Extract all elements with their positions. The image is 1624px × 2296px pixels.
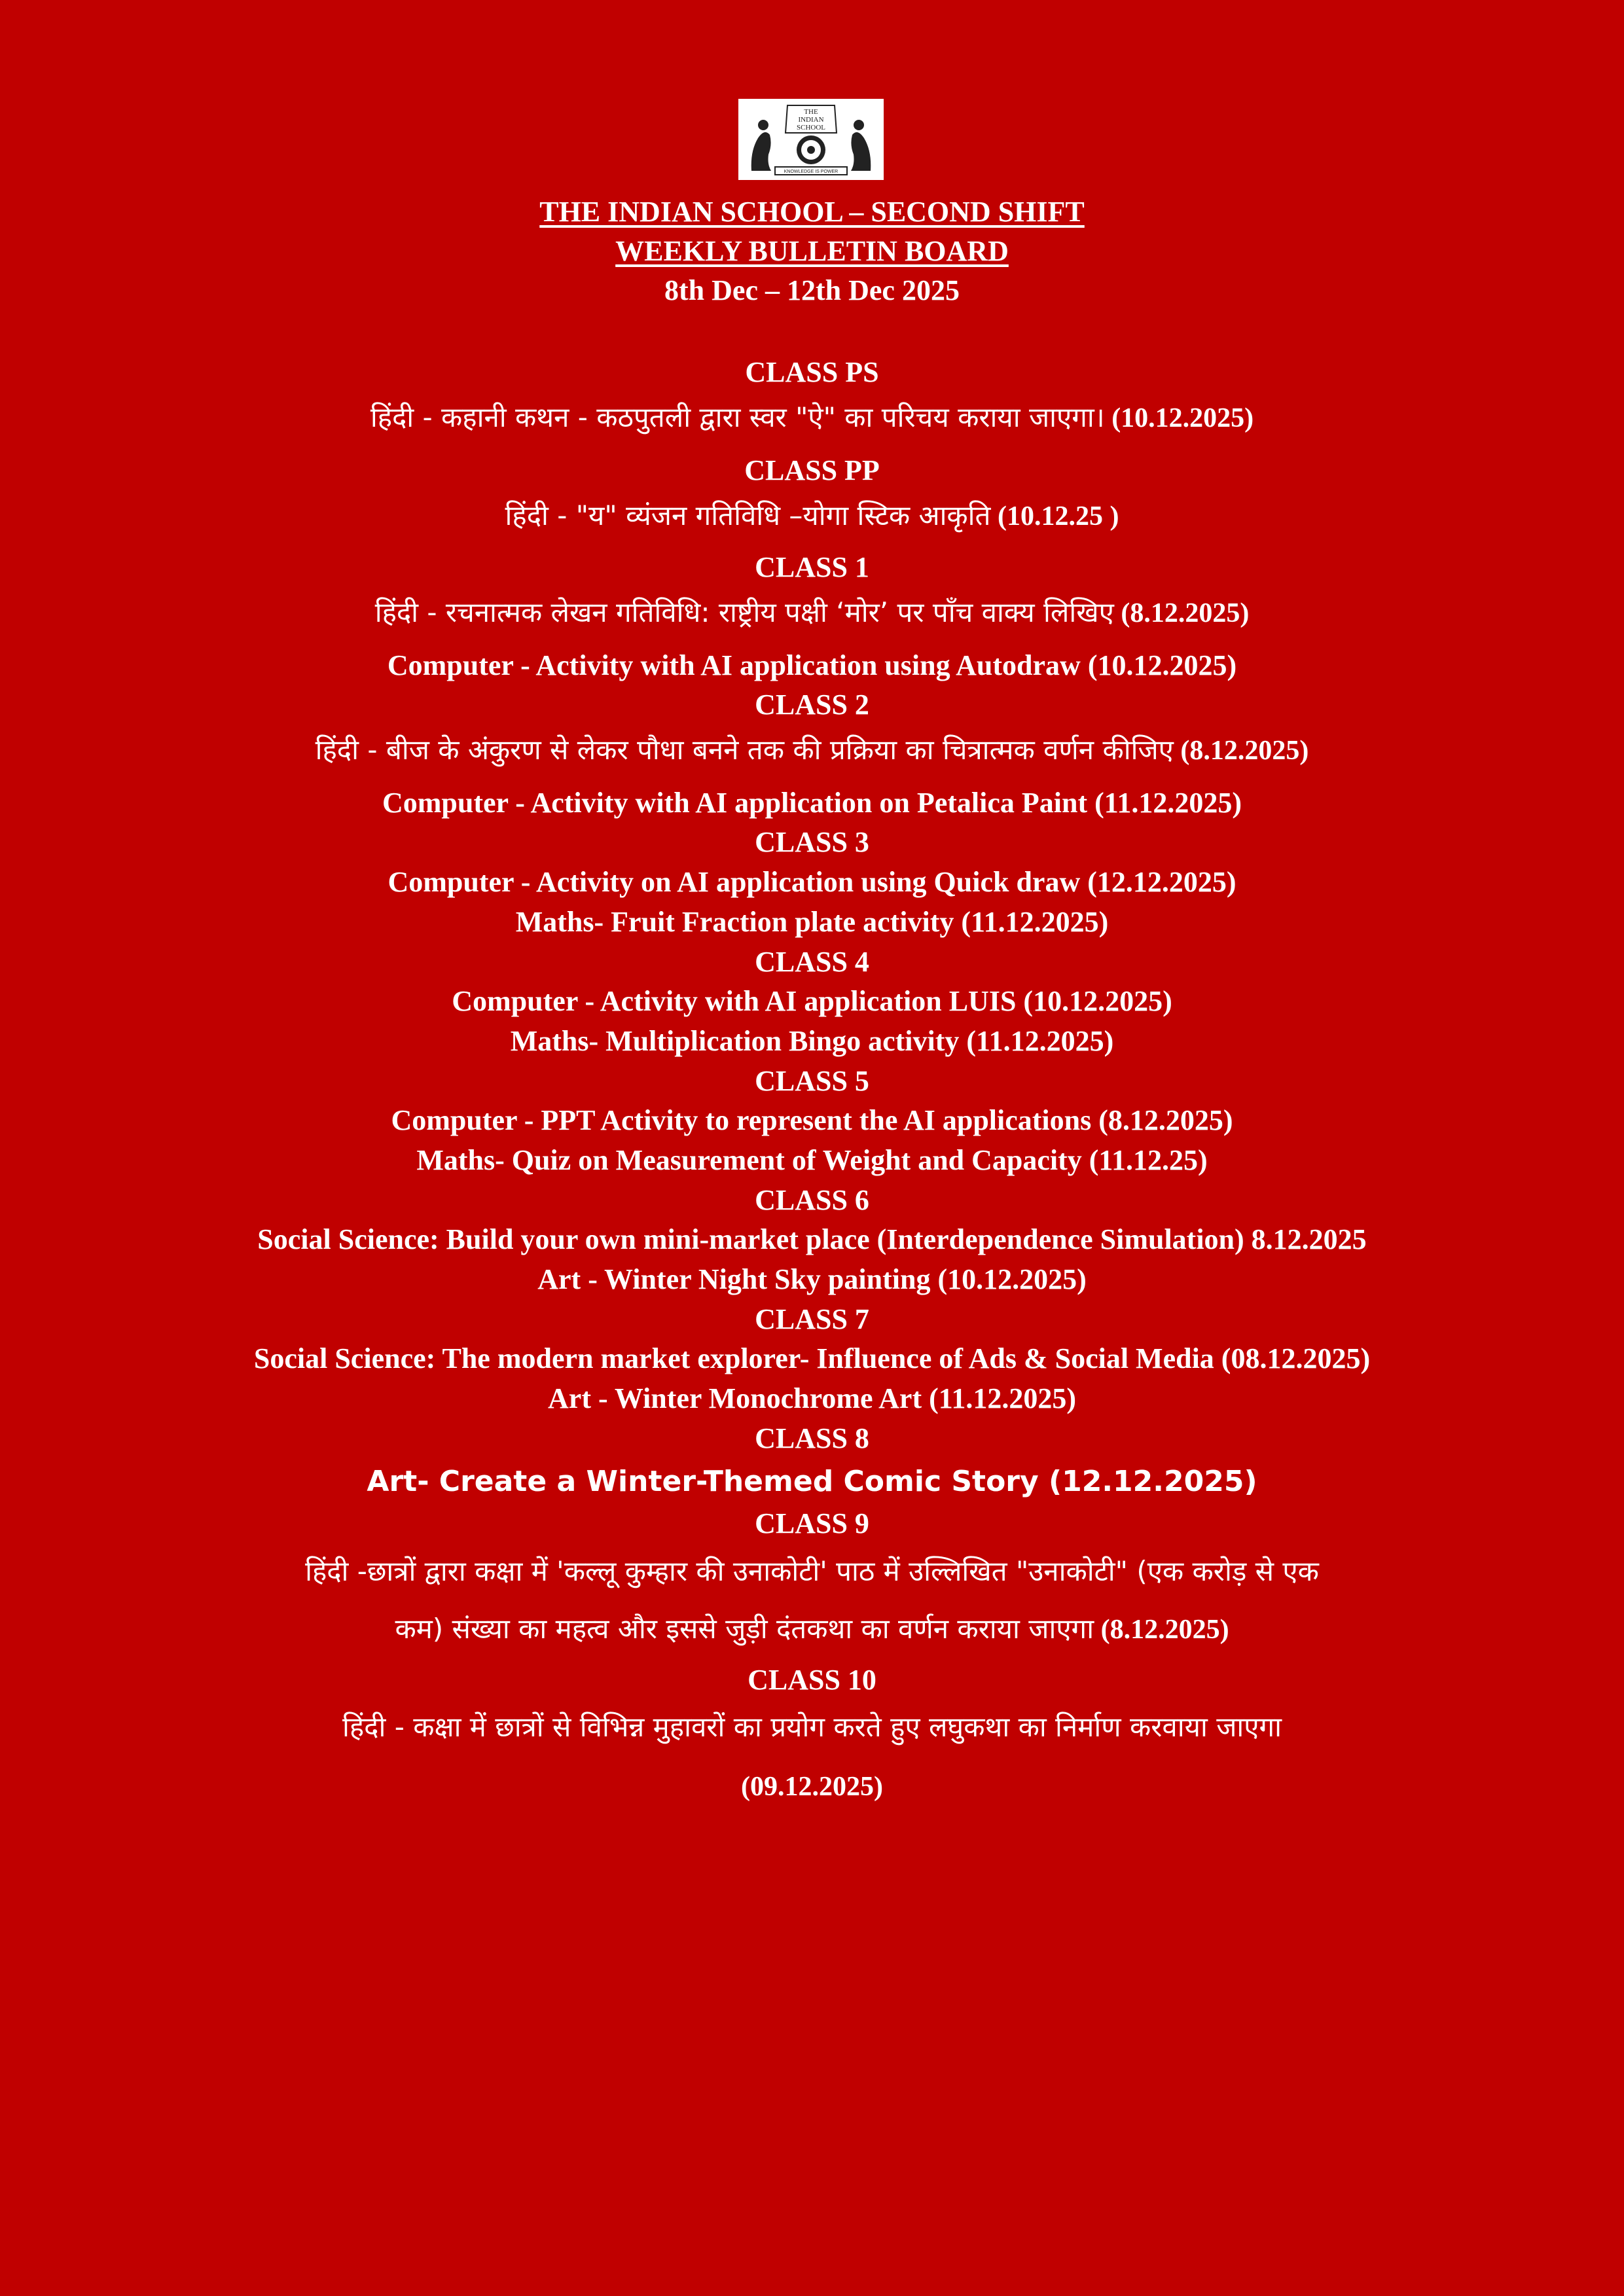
board-title: WEEKLY BULLETIN BOARD <box>615 235 1009 267</box>
item-date: (09.12.2025) <box>741 1772 883 1802</box>
class-heading-6: CLASS 6 <box>755 1184 869 1216</box>
item-ps-hindi <box>0 401 1624 433</box>
item-5-computer: Computer - PPT Activity to represent the AI applications (8.12.2025) <box>391 1104 1233 1136</box>
item-2-computer: Computer - Activity with AI application on Petalica Paint (11.12.2025) <box>382 787 1242 819</box>
school-logo <box>738 99 884 180</box>
class-heading-1: CLASS 1 <box>755 551 869 583</box>
item-date: (8.12.2025) <box>1173 736 1309 766</box>
class-heading-2: CLASS 2 <box>755 689 869 721</box>
date-range: 8th Dec – 12th Dec 2025 <box>664 274 960 306</box>
school-crest-icon <box>738 99 884 180</box>
item-text: कम) संख्या का महत्व और इससे जुड़ी दंतकथा का वर्णन कराया जाएगा <box>395 1613 1094 1645</box>
item-3-maths: Maths- Fruit Fraction plate activity (11.12.2025) <box>515 906 1109 938</box>
class-heading-5: CLASS 5 <box>755 1065 869 1097</box>
class-heading-8: CLASS 8 <box>755 1422 869 1454</box>
item-9-hindi-line-1: हिंदी -छात्रों द्वारा कक्षा में 'कल्लू कुम्हार की उनाकोटी' पाठ में उल्लिखित "उनाकोटी" (एक करोड़ से एक <box>305 1555 1319 1587</box>
item-date: (10.12.25 ) <box>990 501 1119 531</box>
item-text: हिंदी - "य" व्यंजन गतिविधि –योगा स्टिक आकृति <box>505 499 991 531</box>
class-heading-4: CLASS 4 <box>755 946 869 978</box>
item-pp-hindi <box>0 499 1624 531</box>
item-4-computer: Computer - Activity with AI application LUIS (10.12.2025) <box>452 985 1172 1017</box>
item-text: हिंदी - रचनात्मक लेखन गतिविधि: राष्ट्रीय पक्षी ‘मोर’ पर पाँच वाक्य लिखिए <box>374 596 1114 628</box>
school-title: THE INDIAN SCHOOL – SECOND SHIFT <box>539 196 1085 228</box>
item-text: हिंदी - कहानी कथन - कठपुतली द्वारा स्वर "ऐ" का परिचय कराया जाएगा। <box>370 401 1105 433</box>
item-7-social-science: Social Science: The modern market explorer- Influence of Ads & Social Media (08.12.2025) <box>253 1342 1371 1374</box>
item-4-maths: Maths- Multiplication Bingo activity (11.12.2025) <box>510 1025 1114 1057</box>
item-7-art: Art - Winter Monochrome Art (11.12.2025) <box>548 1382 1076 1414</box>
item-text: हिंदी - बीज के अंकुरण से लेकर पौधा बनने तक की प्रक्रिया का चित्रात्मक वर्णन कीजिए <box>315 734 1174 766</box>
item-6-art: Art - Winter Night Sky painting (10.12.2025) <box>537 1263 1087 1295</box>
item-10-hindi-line-1: हिंदी - कक्षा में छात्रों से विभिन्न मुहावरों का प्रयोग करते हुए लघुकथा का निर्माण करवाया जाएगा <box>342 1711 1282 1743</box>
item-10-hindi-line-2 <box>0 1772 1624 1801</box>
class-heading-ps: CLASS PS <box>745 356 879 388</box>
item-6-social-science: Social Science: Build your own mini-market place (Interdependence Simulation) 8.12.2025 <box>257 1223 1367 1255</box>
item-9-hindi-line-2 <box>0 1615 1624 1643</box>
item-2-hindi <box>0 736 1624 764</box>
item-8-art: Art- Create a Winter-Themed Comic Story (12.12.2025) <box>367 1465 1257 1498</box>
item-date: (8.12.2025) <box>1113 598 1250 628</box>
item-3-computer: Computer - Activity on AI application using Quick draw (12.12.2025) <box>388 866 1236 898</box>
class-heading-3: CLASS 3 <box>755 826 869 858</box>
item-date: (10.12.2025) <box>1104 403 1254 433</box>
class-heading-7: CLASS 7 <box>755 1303 869 1335</box>
class-heading-9: CLASS 9 <box>755 1507 869 1539</box>
logo-text-school: SCHOOL <box>796 124 826 132</box>
item-5-maths: Maths- Quiz on Measurement of Weight and Capacity (11.12.25) <box>416 1144 1208 1176</box>
item-date: (8.12.2025) <box>1094 1615 1229 1645</box>
item-1-hindi <box>0 596 1624 628</box>
class-heading-10: CLASS 10 <box>748 1664 876 1696</box>
logo-text-indian: INDIAN <box>798 116 824 124</box>
class-heading-pp: CLASS PP <box>744 454 880 486</box>
logo-text-the: THE <box>804 108 818 116</box>
logo-motto: KNOWLEDGE IS POWER <box>784 170 839 174</box>
item-1-computer: Computer - Activity with AI application using Autodraw (10.12.2025) <box>387 649 1237 681</box>
